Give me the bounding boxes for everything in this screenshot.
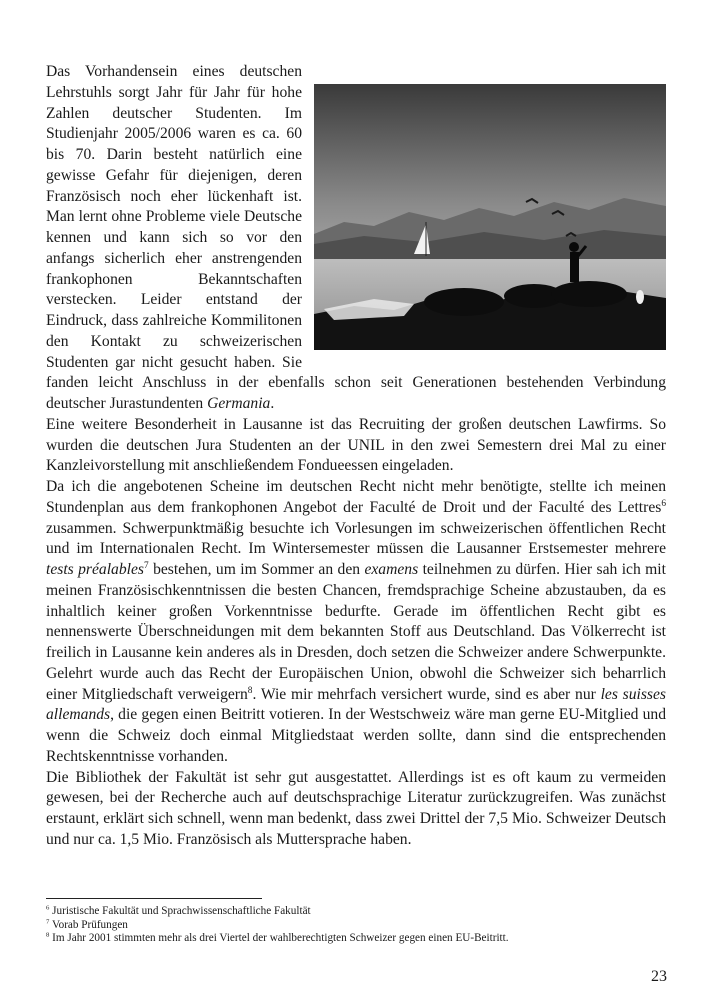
page-number: 23 bbox=[651, 968, 667, 985]
italic-text: examens bbox=[364, 561, 419, 578]
footnotes bbox=[46, 898, 666, 946]
footnote bbox=[46, 919, 666, 933]
text-segment: bestehen, um im Sommer an den bbox=[148, 561, 365, 578]
footnote-text: Juristische Fakultät und Sprachwissenschaftliche Fakultät bbox=[52, 905, 311, 917]
page-content bbox=[46, 62, 666, 851]
text-segment: Die Bibliothek der Fakultät ist sehr gut ausgestattet. Allerdings ist es oft kaum zu vermeiden gewesen, bei der Recherche auch auf deutschsprachige Literatur zurückzugreifen. Was zunächst erstaunt, erklärt sich schnell, wenn man bedenkt, dass zwei Drittel der 7,5 Mio. Schweizer Deutsch und nur ca. 1,5 Mio. Französisch als Muttersprache haben. bbox=[46, 768, 666, 848]
text-segment: . Wie mir mehrfach versichert wurde, sind es aber nur bbox=[252, 685, 601, 703]
footnote bbox=[46, 905, 666, 919]
footnote-reference: 6 bbox=[661, 498, 666, 509]
footnote-reference: 7 bbox=[143, 560, 149, 571]
text-segment: . bbox=[270, 395, 275, 412]
footnote bbox=[46, 932, 666, 946]
footnote-marker: 6 bbox=[46, 904, 50, 912]
paragraph bbox=[46, 415, 666, 477]
paragraph bbox=[46, 477, 666, 768]
text-segment: , die gegen einen Beitritt votieren. In der Westschweiz wäre man gerne EU-Mitglied und wenn die Schweiz doch einmal Mitgliedstaat werden sollte, dann sind die entsprechenden Rechtskenntnisse vorhanden. bbox=[46, 706, 666, 765]
lake-photo-icon bbox=[314, 84, 666, 350]
footnote-divider bbox=[46, 898, 262, 899]
italic-text: tests préalables bbox=[46, 561, 144, 578]
italic-text: Germania bbox=[207, 395, 271, 412]
footnote-text: Vorab Prüfungen bbox=[51, 918, 128, 931]
italic-text: les suisses allemands bbox=[46, 685, 666, 724]
lake-photo bbox=[314, 84, 666, 350]
text-segment: teilnehmen zu dürfen. Hier sah ich mit meinen Französischkenntnissen die besten Chancen, fremdsprachige Scheine abzustauben, da es inhaltlich keiner großen Vorkenntnisse bedurfte. Gerade im öffentlichen Recht gibt es nennenswerte Überschneidungen mit dem bekannten Stoff aus Deutschland. Das Völkerrecht ist freilich in Lausanne kein anderes als in Dresden, doch setzen die Schweizer andere Schwerpunkte. Gelehrt wurde auch das Recht der Europäischen Union, obwohl die Schweizer sich beharrlich einer Mitgliedschaft verweigern bbox=[46, 561, 666, 703]
text-segment: Das Vorhandensein eines deutschen Lehrstuhls sorgt Jahr für Jahr für hohe Zahlen deutscher Studenten. Im Studienjahr 2005/2006 waren es ca. 60 bis 70. Darin besteht natürlich eine gewisse Gefahr für diejenigen, deren Französisch noch eher lückenhaft ist. Man lernt ohne Probleme viele Deutsche kennen und kann sich so vor den anfangs sicherlich eher anstrengenden frankophonen Bekanntschaften verstecken. Leider entstand der Eindruck, dass zahlreiche Kommilitonen den Kontakt zu schweizerischen Studenten gar nicht gesucht haben. Sie fanden leicht Anschluss in der ebenfalls schon seit Generationen bestehenden Verbindung deutscher Jurastundenten bbox=[46, 63, 666, 412]
footnote-marker: 7 bbox=[46, 917, 50, 925]
text-segment: zusammen. Schwerpunktmäßig besuchte ich Vorlesungen im schweizerischen öffentlichen Recht und im Internationalen Recht. Im Wintersemester müssen die Lausanner Erstsemester mehrere bbox=[46, 519, 666, 558]
footnote-text: Im Jahr 2001 stimmten mehr als drei Viertel der wahlberechtigten Schweizer gegen einen EU-Beitritt. bbox=[52, 932, 509, 944]
footnote-marker: 8 bbox=[46, 931, 50, 939]
text-segment: Da ich die angebotenen Scheine im deutschen Recht nicht mehr benötigte, stellte ich meinen Stundenplan aus dem frankophonen Angebot der Faculté de Droit und der Faculté des Lettres bbox=[46, 478, 666, 516]
text-segment: Eine weitere Besonderheit in Lausanne ist das Recruiting der großen deutschen Lawfirms. So wurden die deutschen Jura Studenten an der UNIL in den zwei Semestern drei Mal zu einer Kanzleivorstellung mit anschließendem Fondueessen eingeladen. bbox=[46, 415, 666, 475]
paragraph bbox=[46, 768, 666, 851]
footnote-reference: 8 bbox=[247, 685, 253, 696]
paragraph bbox=[46, 62, 666, 415]
